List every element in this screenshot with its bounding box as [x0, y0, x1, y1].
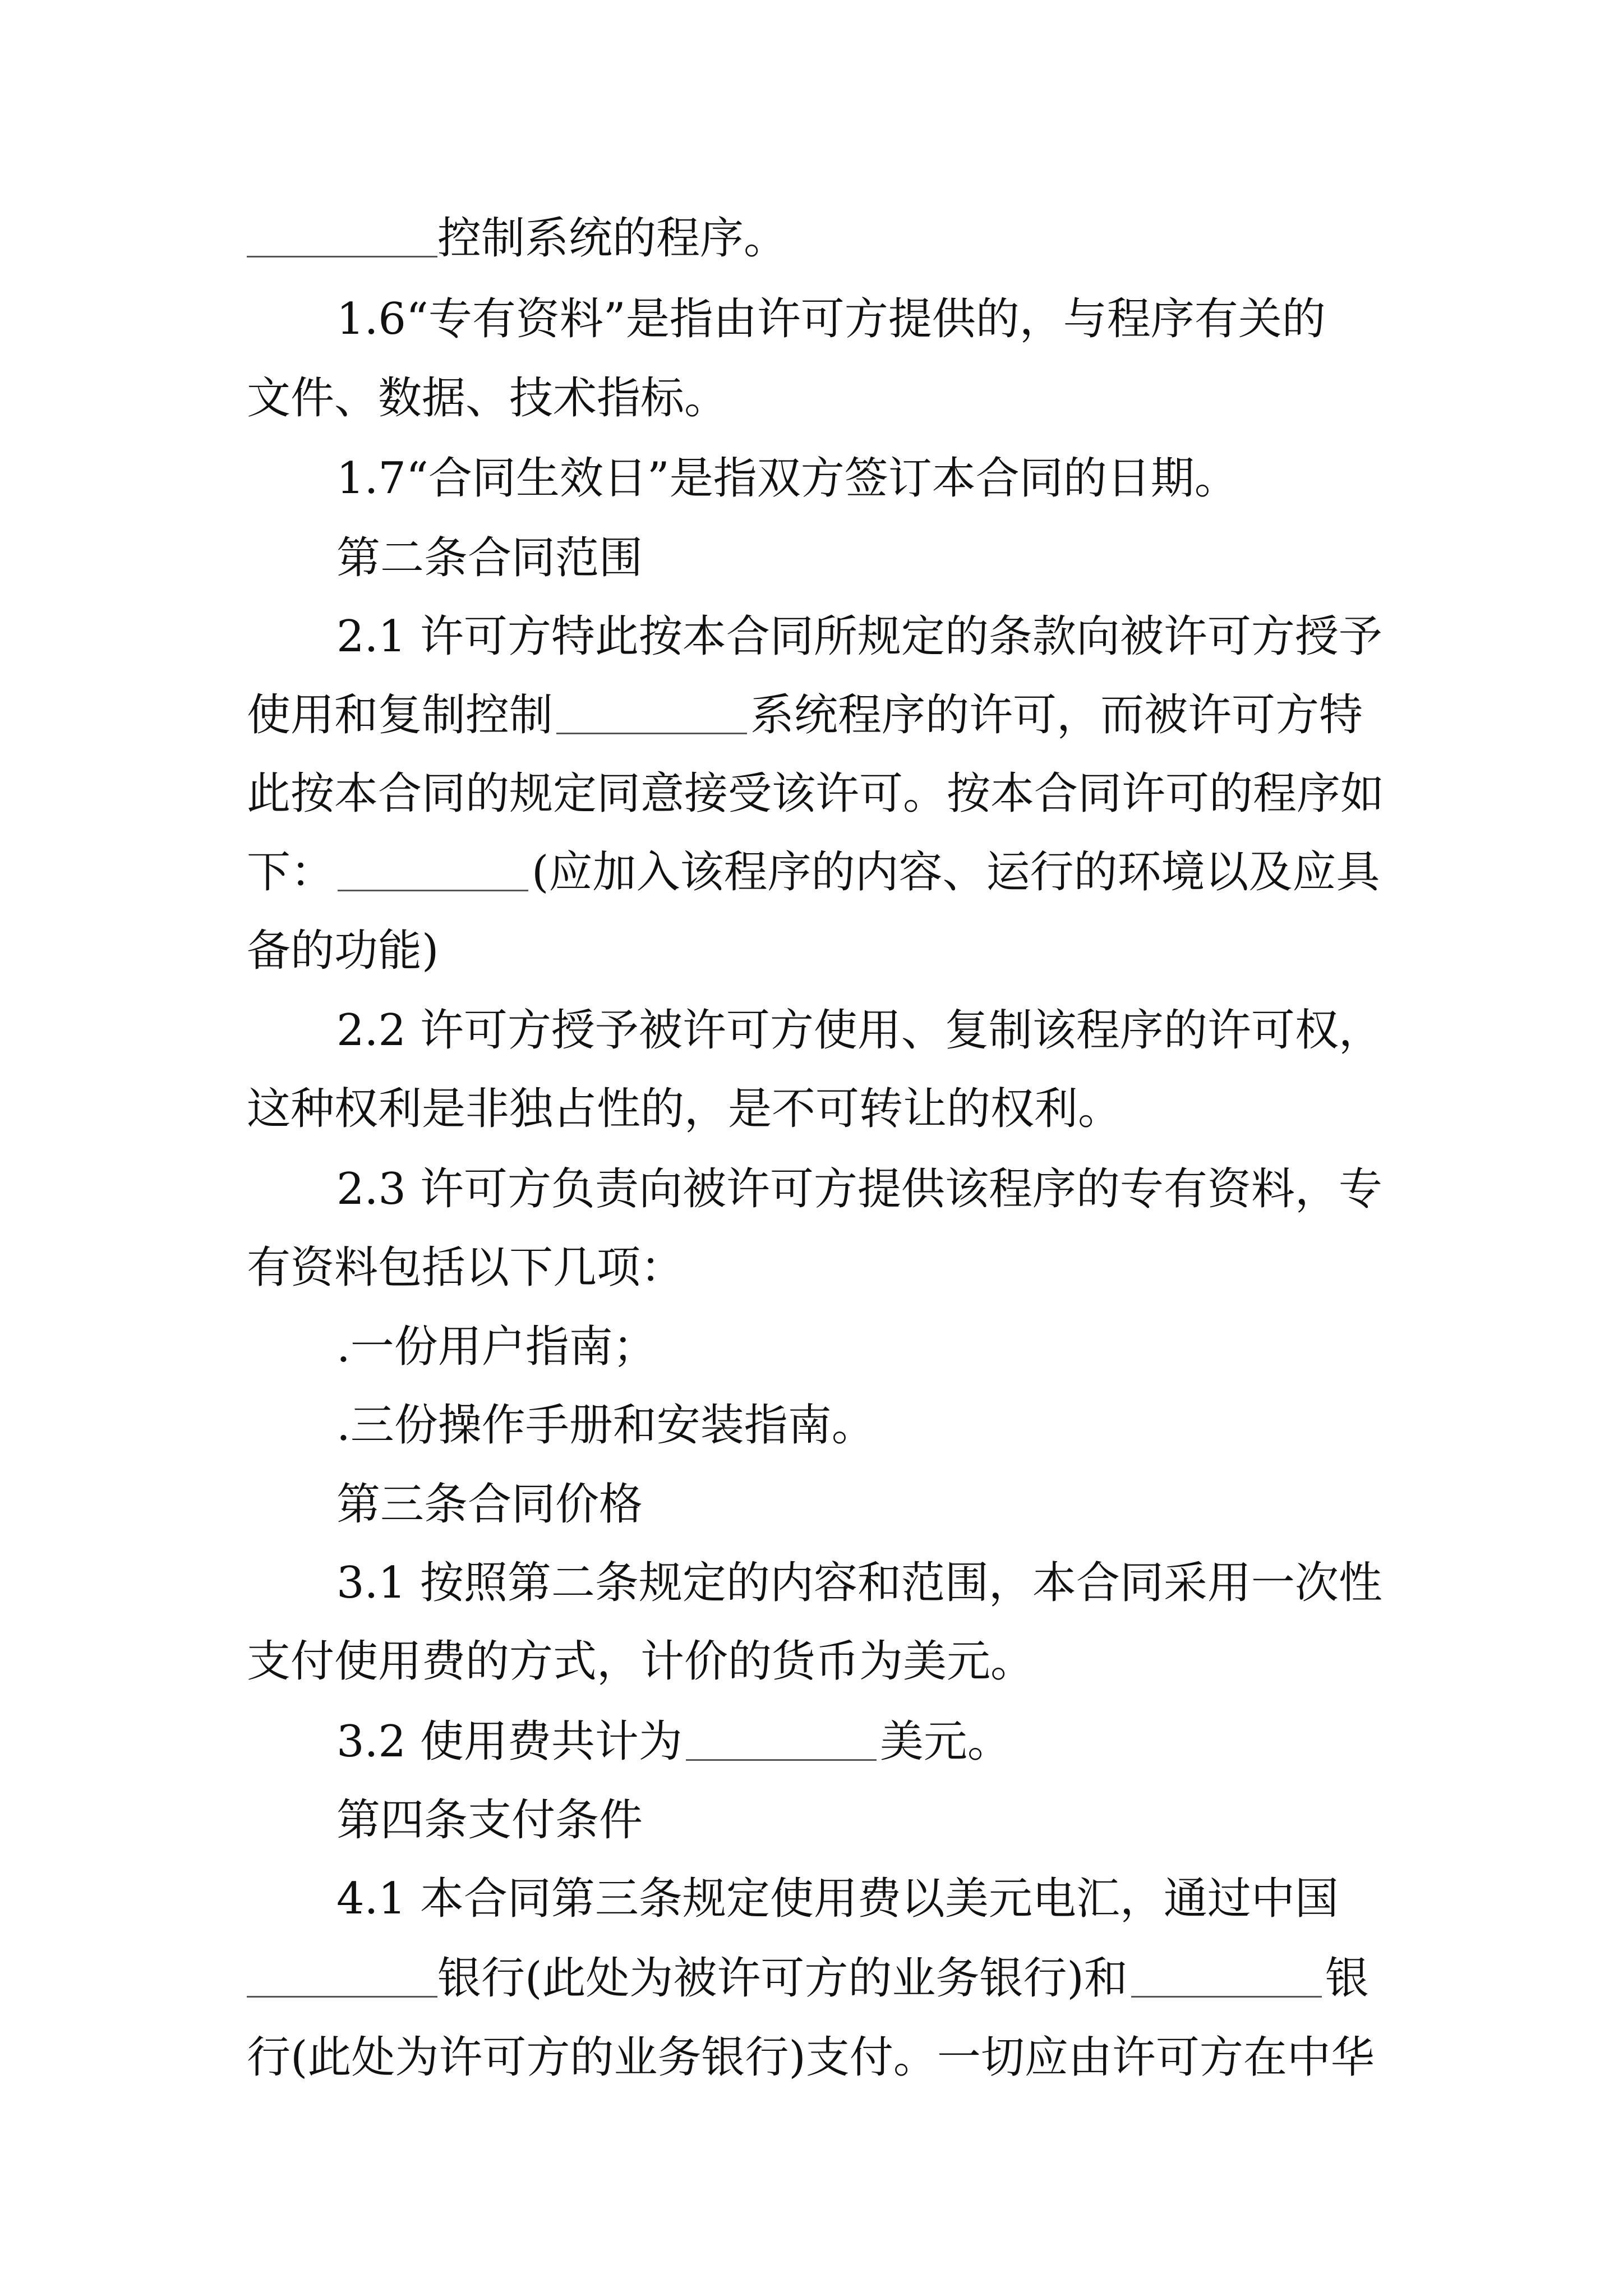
clause-3-1-line-2 [247, 1625, 1034, 1698]
clause-2-3-line-1 [336, 1153, 1382, 1226]
article-3-heading [336, 1468, 643, 1541]
fill-blank [247, 1945, 437, 1998]
text-line [247, 202, 787, 275]
clause-2-1-line-4 [247, 836, 1380, 909]
line-text: 2.3 许可方负责向被许可方提供该程序的专有资料，专 [336, 1164, 1382, 1214]
line-text: 下： [247, 847, 335, 898]
line-text: 备的功能) [247, 926, 439, 976]
section-heading: 第二条合同范围 [336, 533, 643, 583]
article-4-heading [336, 1784, 643, 1857]
clause-2-2-line-2 [247, 1073, 1122, 1145]
clause-4-1-line-2 [247, 1942, 1369, 2015]
section-heading: 第三条合同价格 [336, 1479, 643, 1530]
clause-2-2-line-1 [336, 994, 1382, 1067]
clause-4-1-line-3 [247, 2021, 1375, 2094]
line-text: 行(此处为许可方的业务银行)支付。一切应由许可方在中华 [247, 2032, 1375, 2083]
clause-2-3-line-2 [247, 1231, 684, 1304]
line-text: 支付使用费的方式，计价的货币为美元。 [247, 1636, 1035, 1687]
article-2-heading [336, 522, 643, 595]
line-text: (应加入该程序的内容、运行的环境以及应具 [532, 847, 1380, 898]
clause-3-2 [336, 1705, 1011, 1778]
line-text: 文件、数据、技术指标。 [247, 373, 728, 424]
clause-2-1-line-3 [247, 757, 1384, 830]
clause-1-7 [336, 442, 1238, 515]
line-text: 这种权利是非独占性的，是不可转让的权利。 [247, 1084, 1122, 1134]
line-text: 3.1 按照第二条规定的内容和范围，本合同采用一次性 [336, 1558, 1382, 1608]
fill-blank [338, 839, 528, 891]
list-item [336, 1310, 657, 1383]
clause-1-6-line-2 [247, 362, 728, 435]
line-text: 3.2 使用费共计为 [336, 1717, 683, 1767]
line-text: 系统程序的许可，而被许可方特 [750, 690, 1363, 740]
line-text: 2.2 许可方授予被许可方使用、复制该程序的许可权， [336, 1005, 1382, 1056]
line-text: 银行(此处为被许可方的业务银行)和 [437, 1953, 1128, 2004]
line-text: 4.1 本合同第三条规定使用费以美元电汇，通过中国 [336, 1874, 1339, 1924]
section-heading: 第四条支付条件 [336, 1795, 643, 1846]
line-text: 2.1 许可方特此按本合同所规定的条款向被许可方授予 [336, 611, 1382, 662]
line-text: .一份用户指南； [336, 1322, 657, 1372]
line-text: 1.6“专有资料”是指由许可方提供的，与程序有关的 [336, 294, 1326, 344]
clause-2-1-line-1 [336, 600, 1382, 673]
fill-blank [247, 205, 437, 257]
line-text: 银 [1325, 1953, 1369, 2004]
list-item [336, 1389, 875, 1462]
fill-blank [686, 1709, 877, 1761]
line-text: 使用和复制控制 [247, 690, 554, 740]
clause-1-6-line-1 [336, 283, 1326, 356]
clause-2-1-line-2 [247, 679, 1363, 752]
line-text: .三份操作手册和安装指南。 [336, 1400, 875, 1451]
clause-2-1-line-5 [247, 914, 439, 987]
line-text: 1.7“合同生效日”是指双方签订本合同的日期。 [336, 453, 1238, 504]
fill-blank [1131, 1945, 1322, 1998]
line-text: 此按本合同的规定同意接受该许可。按本合同许可的程序如 [247, 769, 1385, 819]
line-text: 有资料包括以下几项： [247, 1243, 685, 1293]
clause-4-1-line-1 [336, 1862, 1339, 1935]
clause-3-1-line-1 [336, 1547, 1382, 1619]
line-text: 控制系统的程序。 [437, 213, 788, 264]
line-text: 美元。 [879, 1717, 1011, 1767]
fill-blank [556, 682, 747, 734]
